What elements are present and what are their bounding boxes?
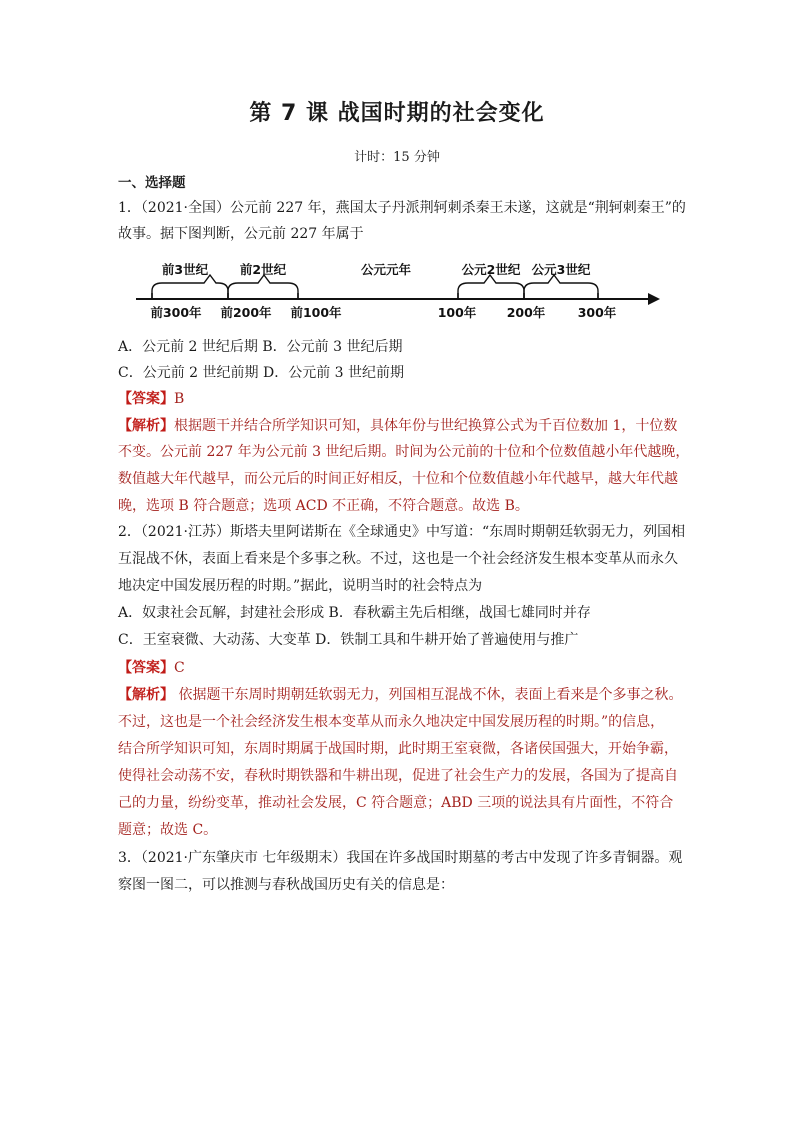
tick-label-bc100: 前100年 (290, 305, 342, 320)
q2-analysis-line-3: 结合所学知识可知，东周时期属于战国时期，此时期王室衰微，各诸侯国强大，开始争霸， (118, 741, 678, 757)
analysis-label: 【解析】 (118, 687, 174, 703)
brace-label-ad3: 公元3世纪 (531, 262, 591, 277)
brace-label-ad2: 公元2世纪 (461, 262, 521, 277)
analysis-text: 根据题干并结合所学知识可知，具体年份与世纪换算公式为千百位数加 1，十位数 (174, 418, 678, 434)
answer-label: 【答案】 (118, 660, 174, 676)
tick-label-bc300: 前300年 (150, 305, 202, 320)
answer-value: B (174, 391, 185, 407)
q1-options-line-2: C．公元前 2 世纪前期 D．公元前 3 世纪前期 (118, 365, 405, 381)
timeline-arrow (648, 293, 660, 305)
page-title: 第 7 课 战国时期的社会变化 (249, 101, 545, 126)
q2-analysis-line-5: 己的力量，纷纷变革，推动社会发展，C 符合题意；ABD 三项的说法具有片面性，不符合 (118, 795, 674, 811)
q1-stem-line-1: 1．（2021·全国）公元前 227 年，燕国太子丹派荆轲刺杀秦王未遂，这就是“荆轲刺秦王”的 (118, 200, 686, 216)
brace-bc2-century (228, 275, 298, 299)
q2-stem-line-1: 2．（2021·江苏）斯塔夫里阿诺斯在《全球通史》中写道：“东周时期朝廷软弱无力，列国相 (118, 524, 686, 540)
brace-label-bc3: 前3世纪 (161, 262, 209, 277)
brace-bc3-century (152, 275, 228, 299)
brace-label-ad1: 公元元年 (360, 262, 412, 277)
brace-ad3-century (524, 275, 598, 299)
analysis-label: 【解析】 (118, 418, 174, 434)
answer-value: C (174, 660, 185, 676)
brace-label-bc2: 前2世纪 (239, 262, 287, 277)
q2-options-line-1: A．奴隶社会瓦解，封建社会形成 B．春秋霸主先后相继，战国七雄同时并存 (118, 605, 591, 621)
q2-answer (118, 655, 678, 681)
analysis-text: 依据题干东周时期朝廷软弱无力，列国相互混战不休，表面上看来是个多事之秋。 (174, 687, 683, 703)
q3-stem-line-2: 察图一图二，可以推测与春秋战国历史有关的信息是： (118, 877, 454, 893)
q1-analysis-line-3: 数值越大年代越早，而公元后的时间正好相反，十位和个位数值越小年代越早，越大年代越 (118, 471, 678, 487)
q2-analysis-line-2: 不过，这也是一个社会经济发生根本变革从而永久地决定中国发展历程的时期。”的信息， (118, 714, 665, 730)
tick-label-ad100: 100年 (437, 305, 477, 320)
answer-label: 【答案】 (118, 391, 174, 407)
q3-stem-line-1: 3．（2021·广东肇庆市 七年级期末）我国在许多战国时期墓的考古中发现了许多青铜器。观 (118, 850, 683, 866)
q1-options-line-1: A．公元前 2 世纪后期 B．公元前 3 世纪后期 (118, 339, 403, 355)
q1-analysis-line-1 (118, 413, 678, 439)
tick-label-bc200: 前200年 (220, 305, 272, 320)
q1-answer (118, 386, 678, 412)
timer-text: 计时：15 分钟 (354, 150, 440, 165)
tick-label-ad200: 200年 (506, 305, 546, 320)
q1-analysis-line-4: 晚，选项 B 符合题意；选项 ACD 不正确，不符合题意。故选 B。 (118, 498, 529, 514)
section-heading: 一、选择题 (118, 175, 186, 191)
timeline-figure (118, 255, 678, 330)
tick-label-ad300: 300年 (577, 305, 617, 320)
q2-stem-line-2: 互混战不休，表面上看来是个多事之秋。不过，这也是一个社会经济发生根本变革从而永久 (118, 551, 678, 567)
q1-stem-line-2: 故事。据下图判断，公元前 227 年属于 (118, 226, 364, 242)
q2-analysis-line-4: 使得社会动荡不安，春秋时期铁器和牛耕出现，促进了社会生产力的发展，各国为了提高自 (118, 768, 678, 784)
q2-options-line-2: C．王室衰微、大动荡、大变革 D．铁制工具和牛耕开始了普遍使用与推广 (118, 632, 579, 648)
q2-analysis-line-1 (118, 682, 683, 708)
brace-ad2-century (458, 275, 524, 299)
q1-analysis-line-2: 不变。公元前 227 年为公元前 3 世纪后期。时间为公元前的十位和个位数值越小年代越晚， (118, 444, 690, 460)
q2-analysis-line-6: 题意；故选 C。 (118, 822, 218, 838)
q2-stem-line-3: 地决定中国发展历程的时期。”据此，说明当时的社会特点为 (118, 578, 483, 594)
